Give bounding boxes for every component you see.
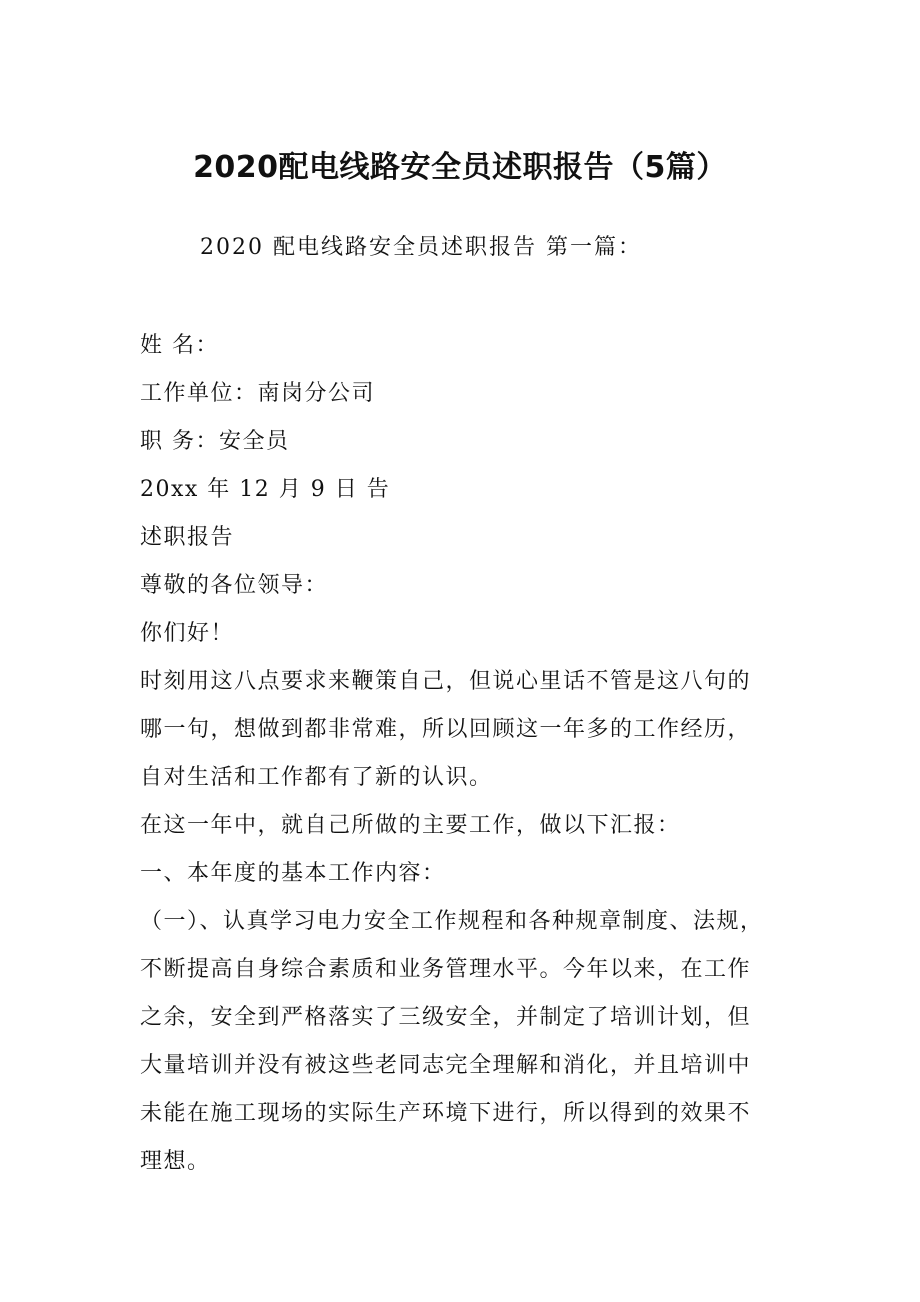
greeting: 你们好！ [140,621,235,646]
paragraph-3-line: （一）、认真学习电力安全工作规程和各种规章制度、法规， [140,909,764,934]
salutation: 尊敬的各位领导： [140,573,329,598]
paragraph-1-line: 自对生活和工作都有了新的认识。 [140,765,493,790]
paragraph-3-line: 未能在施工现场的实际生产环境下进行，所以得到的效果不 [140,1101,752,1126]
field-position: 职 务：安全员 [140,429,290,454]
paragraph-3-line: 不断提高自身综合素质和业务管理水平。今年以来，在工作 [140,957,752,982]
paragraph-1-line: 哪一句，想做到都非常难，所以回顾这一年多的工作经历， [140,717,752,742]
section-heading-1: 一、本年度的基本工作内容： [140,861,446,886]
field-name: 姓 名： [140,333,219,358]
paragraph-3 [140,898,800,1186]
document-body [140,322,800,1186]
paragraph-1 [140,658,800,802]
paragraph-3-line: 理想。 [140,1149,211,1174]
paragraph-2: 在这一年中，就自己所做的主要工作，做以下汇报： [140,813,681,838]
document-subtitle: 2020 配电线路安全员述职报告 第一篇： [200,235,642,260]
field-report: 述职报告 [140,525,235,550]
paragraph-3-line: 之余，安全到严格落实了三级安全，并制定了培训计划，但 [140,1005,752,1030]
document-title: 2020配电线路安全员述职报告（5篇） [193,150,727,185]
paragraph-3-line: 大量培训并没有被这些老同志完全理解和消化，并且培训中 [140,1053,752,1078]
field-unit: 工作单位：南岗分公司 [140,381,376,406]
field-date: 20xx 年 12 月 9 日 告 [140,477,391,502]
paragraph-1-line: 时刻用这八点要求来鞭策自己，但说心里话不管是这八句的 [140,669,752,694]
